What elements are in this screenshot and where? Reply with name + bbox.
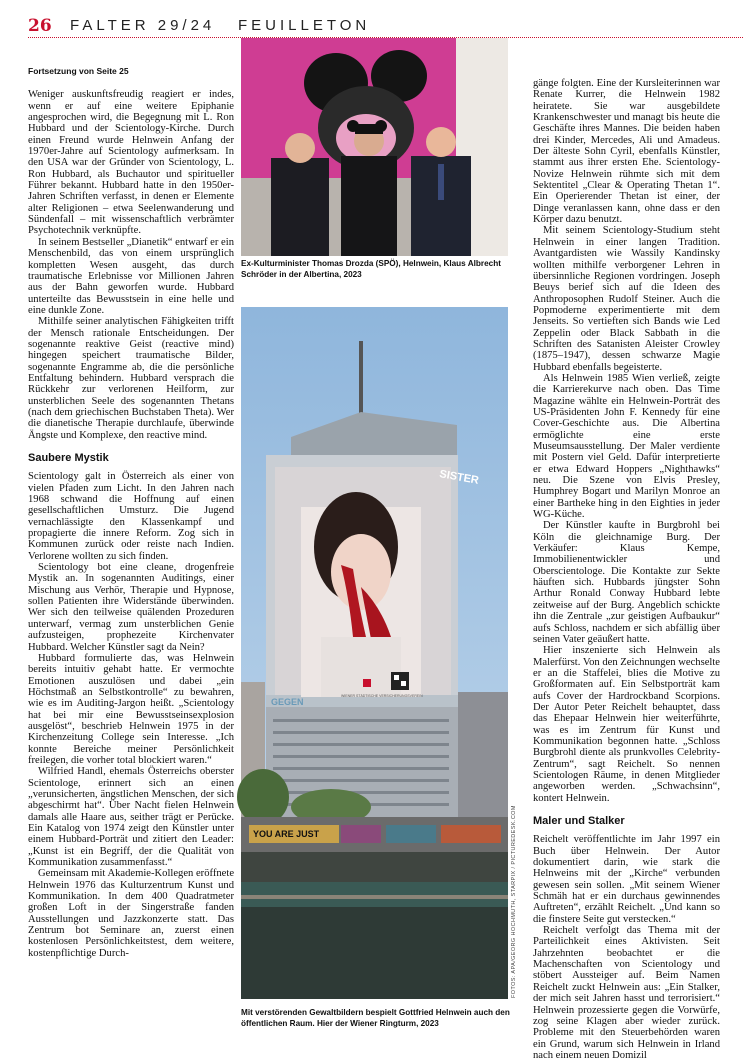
paragraph: Gemeinsam mit Akademie-Kollegen eröffnete Helnwein 1976 das Kulturzentrum Kunst und Kommunikation. In dem 400 Quadratmeter großen Loft in der Singerstraße fanden Ausstellungen und Jazzkonzerte statt. Das Zentrum bot Seminare an, zuerst einen kostenlosen Persönlichkeitstest, dem weitere, kostenpflichtige Durch- bbox=[28, 868, 235, 959]
section-name: FEUILLETON bbox=[238, 17, 371, 34]
graffiti-text: YOU ARE JUST bbox=[253, 829, 320, 839]
paragraph: Scientology bot eine cleane, drogenfreie Mystik an. In sogenannten Auditings, einer Mischung aus Verhör, Therapie und Hypnose, sollen Patienten ihre Widerstände überwinden. Wer sich den teilweise quälenden Prozeduren unterwarf, vermag zum unsterblichen Genie aufzusteigen, prophezeite Kirchenvater Hubbard. Welcher Künstler sagt da Nein? bbox=[28, 562, 234, 653]
photo-albertina-image bbox=[241, 38, 508, 256]
publication-name: FALTER 29/24 bbox=[70, 17, 216, 34]
page-number: 26 bbox=[28, 16, 52, 36]
article-column-3 bbox=[533, 78, 720, 1061]
paragraph: Hier inszenierte sich Helnwein als Malerfürst. Von den Zeichnungen wechselte er an die Staffelei, blies die Motive zu Großformaten auf. Ein Selbstporträt kam aufs Cover der Hardrockband Scorpions. Der Autor Peter Reichelt behauptet, dass das Ehepaar Helnwein hier weiterführte, was es im Zentrum für Kunst und Kommunikation begonnen hatte. „Schloss Burgbrohl diente als prunkvolles Celebrity-Zentrum“, sagt Reichelt. So nennen Scientologen Räume, in denen Mitglieder angeworben werden. „Schwachsinn“, kontert Helnwein. bbox=[533, 645, 721, 804]
paragraph: Wilfried Handl, ehemals Österreichs oberster Scientologe, erinnert sich an einen „verunsicherten, ängstlichen Menschen, der sich abgeschirmt hat“. Über Nacht fielen Helnwein damals alle Haare aus, seither trägt er Perücke. Ein Katalog von 1974 zeigt den Künstler unter einem Hubbard-Porträt und zitiert den Leader: „Kunst ist ein Begriff, der die Qualität von Kommunikation zusammenfasst.“ bbox=[28, 766, 234, 869]
photo-ringturm bbox=[241, 307, 508, 999]
subheading: Saubere Mystik bbox=[28, 452, 109, 464]
paragraph: Reichelt verfolgt das Thema mit der Parteilichkeit eines Aktivisten. Seit Jahrzehnten beobachtet er die Machenschaften von Scientology und stöbert Aussteiger auf. Beim Namen Reichelt zuckt Helnwein aus: „Ein Stalker, der mich seit Jahren hasst und terrorisiert.“ Helnwein prozessierte gegen die Vorwürfe, zog seine Klagen aber wieder zurück. Probleme mit den Steuerbehörden waren ein Grund, warum sich Helnwein in Irland nach einem neuen Domizil bbox=[533, 925, 720, 1061]
banner-text-1: GEGEN bbox=[271, 697, 304, 707]
subheading: Maler und Stalker bbox=[533, 815, 625, 827]
continued-note: Fortsetzung von Seite 25 bbox=[28, 66, 129, 76]
paragraph: Mit seinem Scientology-Studium steht Helnwein in einer langen Tradition. Avantgardisten wie Wassily Kandinsky wollten mithilfe verborgener Lehren in übersinnliche Regionen vordringen. Joseph Beuys berief sich auf die Ideen des Anthroposophen Rudolf Steiner. Auch die Popmoderne experimentierte mit dem Jenseits. So vertieften sich Bands wie Led Zeppelin oder Black Sabbath in die Schriften des Satanisten Aleister Crowley (1875–1947), dessen schwarze Magie Hubbard ebenfalls begeisterte. bbox=[533, 225, 720, 373]
paragraph: Weniger auskunftsfreudig reagiert er indes, wenn er auf eine weitere Epiphanie angesprochen wird, die Begegnung mit L. Ron Hubbard und der Scientology-Kirche. Durch einen Freund wurde Helnwein Anfang der 1970er-Jahre auf Scientology aufmerksam. In den USA war der Gründer von Scientology, L. Ron Hubbard, als Buchautor und spiritueller Führer bekannt. Hubbard hatte in den 1950er-Jahren Schriften verfasst, in denen er Elemente alter Religionen – etwa Seelenwanderung und Sündenfall – mit wissenschaftlich verbrämter Psychotechnik verknüpfte. bbox=[28, 89, 234, 237]
photo-albertina bbox=[241, 38, 508, 256]
paragraph: Der Künstler kaufte in Burgbrohl bei Köln die gleichnamige Burg. Der Verkäufer: Klaus Kempe, Immobilienentwickler und Oberscientologe. Die Kontakte zur Sekte häuften sich. Hubbards jüngster Sohn Arthur Ronald Conway Hubbard lebte zeitweise auf der Burg. Angeblich schickte ihn die Zentrale „zur geistigen Aufbaukur“ aufs Schloss, nachdem er sich abfällig über seinen Vater geäußert hatte. bbox=[533, 520, 720, 645]
article-column-1 bbox=[28, 38, 234, 959]
paragraph: gänge folgten. Eine der Kursleiterinnen war Renate Kurrer, die Helnwein 1982 heiratete. Sie war ausgebildete Krankenschwester und managt bis heute die Geschäfte ihres Mannes. Die beiden haben drei Kinder, Mercedes, Ali und Amadeus. Der älteste Sohn Cyril, ebenfalls Künstler, stammt aus ihrer ersten Ehe. Scientology-Novize Helnwein rühmte sich mit dem Sektentitel „Clear & Operating Thetan 1“. Ein Operierender Thetan ist einer, der Dinge veranlassen kann, ohne dass er den Körper dazu benutzt. bbox=[533, 78, 720, 226]
paragraph: Mithilfe seiner analytischen Fähigkeiten trifft der Mensch rationale Entscheidungen. Der sogenannte reaktive Geist (reactive mind) hingegen speichert traumatische Bilder, sogenannte Engramme ab, die die persönliche Entfaltung behindern. Hubbard versprach die Rückkehr zur verlorenen Heilform, zur unsterblichen Seele des sogenannten Thetans (nach dem griechischen Buchstaben Theta). Wer die dianetische Therapie durchlaufe, überwinde Ängste und Komplexe, den reactive mind. bbox=[28, 316, 234, 441]
photo-caption: Mit verstörenden Gewaltbildern bespielt Gottfried Helnwein auch den öffentlichen Raum. Hier der Wiener Ringturm, 2023 bbox=[241, 1008, 510, 1028]
banner-sponsor: WIENER STÄDTISCHE VERSICHERUNGSVEREIN bbox=[341, 694, 423, 698]
photo-credit: FOTOS: APA/GEORG HOCHMUTH, STARPIX / PICTUREDESK.COM bbox=[511, 805, 517, 998]
paragraph: In seinem Bestseller „Dianetik“ entwarf er ein Menschenbild, das von einem ursprünglich kompletten Wesen ausgeht, das durch traumatische Erlebnisse vor Millionen Jahren aus der Bahn geworfen wurde. Hubbard unterteilte das Bewusstsein in eine helle und eine dunkle Zone. bbox=[28, 236, 234, 316]
banner-brand: SISTER bbox=[438, 468, 480, 487]
paragraph: Hubbard formulierte das, was Helnwein bereits intuitiv gehabt hatte. Er vermochte Emotionen auszulösen und dabei „ein Höchstmaß an Selbstkontrolle“ zu bewahren, wie es im Auditing-Jargon heißt. „Scientology hat bei mir eine Bewusstseinsexplosion ausgelöst“, beschrieb Helnwein 1975 in der Kirchenzeitung College sein Interesse. „Ich konnte Bereiche meiner Persönlichkeit freilegen, die vorher total blockiert waren.“ bbox=[28, 652, 234, 766]
paragraph: Als Helnwein 1985 Wien verließ, zeigte die Karrierekurve nach oben. Das Time Magazine wählte ein Helnwein-Porträt des US-Präsidenten John F. Kennedy für eine Cover-Geschichte aus. Die Albertina ermöglichte eine erste Museumsausstellung. Der Maler verdiente mit Postern viel Geld. Dafür interpretierte er etwa Edward Hoppers „Nighthawks“ neu. Die Szene von Elvis Presley, Humphrey Bogart und Marilyn Monroe an einer Bartheke hing in den Eighties in jeder WG-Küche. bbox=[533, 372, 720, 521]
photo-ringturm-image bbox=[241, 307, 508, 999]
photo-caption: Ex-Kulturminister Thomas Drozda (SPÖ), Helnwein, Klaus Albrecht Schröder in der Albertina, 2023 bbox=[241, 259, 501, 279]
paragraph: Scientology galt in Österreich als einer von vielen Pfaden zum Licht. In den Jahren nach 1968 schwand die Hoffnung auf einen gesellschaftlichen Umsturz. Die Jugend vernachlässigte den Klassenkampf und propagierte die innere Reform. Zog sich in Kommunen zurück oder reiste nach Indien. Verlorene wollten zu sich finden. bbox=[28, 471, 234, 562]
paragraph: Reichelt veröffentlichte im Jahr 1997 ein Buch über Helnwein. Der Autor dokumentiert darin, wie stark die Helnweins mit der „Kirche“ verbunden gewesen sein sollen. „Mit seinem Wiener Schmäh hat er ein durchaus gewinnendes Auftreten“, erzählt Reichelt. „Und kann so die finstere Seite gut verstecken.“ bbox=[533, 834, 720, 925]
